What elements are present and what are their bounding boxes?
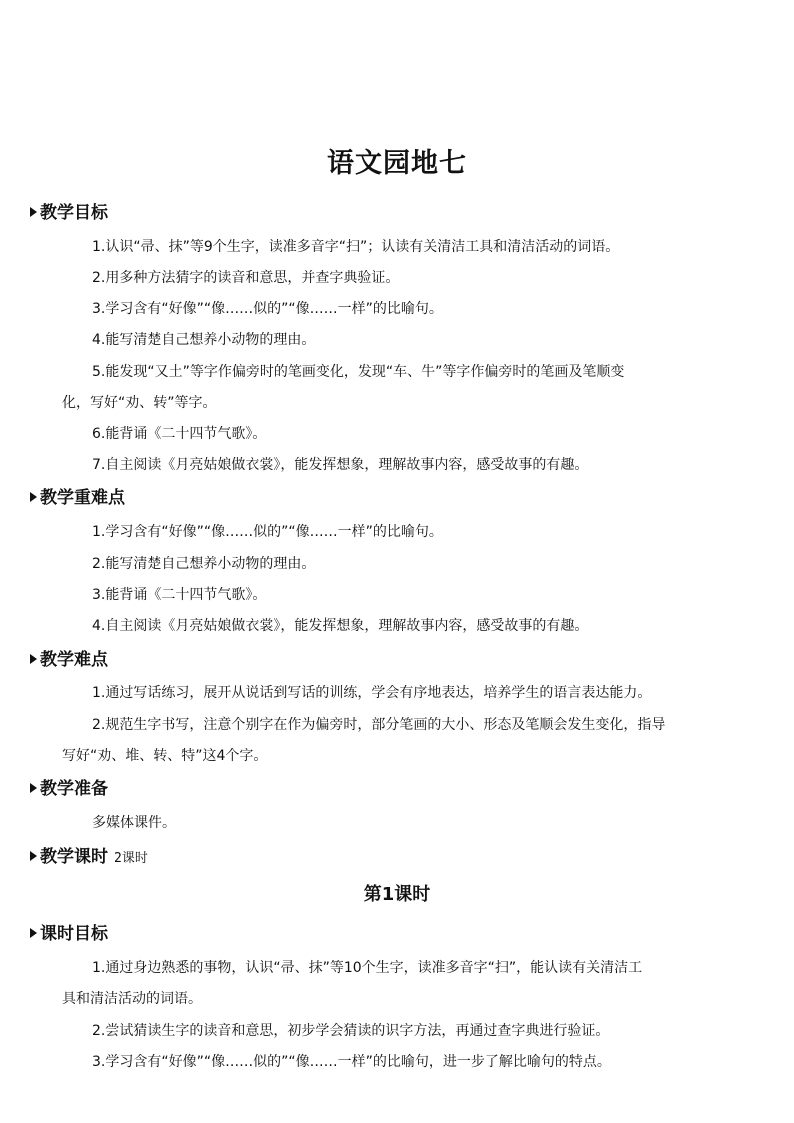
goal-line-5: 5.能发现“又土”等字作偏旁时的笔画变化，发现“车、牛”等字作偏旁时的笔画及笔顺变 — [92, 364, 625, 380]
triangle-bullet-icon — [30, 654, 37, 664]
section-heading-periods — [30, 845, 148, 871]
section-heading-text: 教学目标 — [40, 203, 108, 223]
difficult-line-1: 1.通过写话练习，展开从说话到写话的训练，学会有序地表达，培养学生的语言表达能力。 — [92, 685, 652, 701]
section-heading-key-difficult — [30, 486, 125, 510]
triangle-bullet-icon — [30, 851, 37, 861]
difficult-line-2-cont: 写好“劝、堆、转、特”这4个字。 — [62, 748, 268, 764]
period-goal-line-1-cont: 具和清洁活动的词语。 — [62, 991, 202, 1007]
section-heading-text: 教学重难点 — [40, 488, 125, 508]
section-heading-goals — [30, 201, 108, 225]
triangle-bullet-icon — [30, 207, 37, 217]
goal-line-1: 1.认识“帚、抹”等9个生字，读准多音字“扫”；认读有关清洁工具和清洁活动的词语。 — [92, 239, 620, 255]
preparation-line-1: 多媒体课件。 — [92, 815, 176, 831]
section-heading-period-goals — [30, 922, 108, 946]
key-line-1: 1.学习含有“好像”“像……似的”“像……一样”的比喻句。 — [92, 524, 443, 540]
goal-line-7: 7.自主阅读《月亮姑娘做衣裳》，能发挥想象，理解故事内容，感受故事的有趣。 — [92, 457, 589, 473]
goal-line-3: 3.学习含有“好像”“像……似的”“像……一样”的比喻句。 — [92, 301, 443, 317]
period-goal-line-3: 3.学习含有“好像”“像……似的”“像……一样”的比喻句，进一步了解比喻句的特点。 — [92, 1054, 611, 1070]
triangle-bullet-icon — [30, 783, 37, 793]
goal-line-6: 6.能背诵《二十四节气歌》。 — [92, 426, 267, 442]
difficult-line-2: 2.规范生字书写，注意个别字在作为偏旁时，部分笔画的大小、形态及笔顺会发生变化，指导 — [92, 717, 666, 733]
document-title: 语文园地七 — [327, 148, 467, 179]
goal-line-4: 4.能写清楚自己想养小动物的理由。 — [92, 332, 316, 348]
key-line-4: 4.自主阅读《月亮姑娘做衣裳》，能发挥想象，理解故事内容，感受故事的有趣。 — [92, 618, 589, 634]
goal-line-5-cont: 化，写好“劝、转”等字。 — [62, 395, 217, 411]
goal-line-2: 2.用多种方法猜字的读音和意思，并查字典验证。 — [92, 270, 400, 286]
periods-count: 2课时 — [114, 851, 148, 866]
period-goal-line-1: 1.通过身边熟悉的事物，认识“帚、抹”等10个生字，读准多音字“扫”，能认读有关清洁工 — [92, 960, 643, 976]
section-heading-text: 教学准备 — [40, 779, 108, 799]
section-heading-text: 教学课时 — [40, 847, 108, 867]
triangle-bullet-icon — [30, 928, 37, 938]
key-line-3: 3.能背诵《二十四节气歌》。 — [92, 587, 267, 603]
key-line-2: 2.能写清楚自己想养小动物的理由。 — [92, 556, 316, 572]
triangle-bullet-icon — [30, 492, 37, 502]
section-heading-preparation — [30, 777, 108, 801]
period-goal-line-2: 2.尝试猜读生字的读音和意思，初步学会猜读的识字方法，再通过查字典进行验证。 — [92, 1023, 610, 1039]
section-heading-difficult — [30, 648, 108, 672]
period-title: 第1课时 — [363, 884, 431, 905]
section-heading-text: 课时目标 — [40, 924, 108, 944]
section-heading-text: 教学难点 — [40, 650, 108, 670]
